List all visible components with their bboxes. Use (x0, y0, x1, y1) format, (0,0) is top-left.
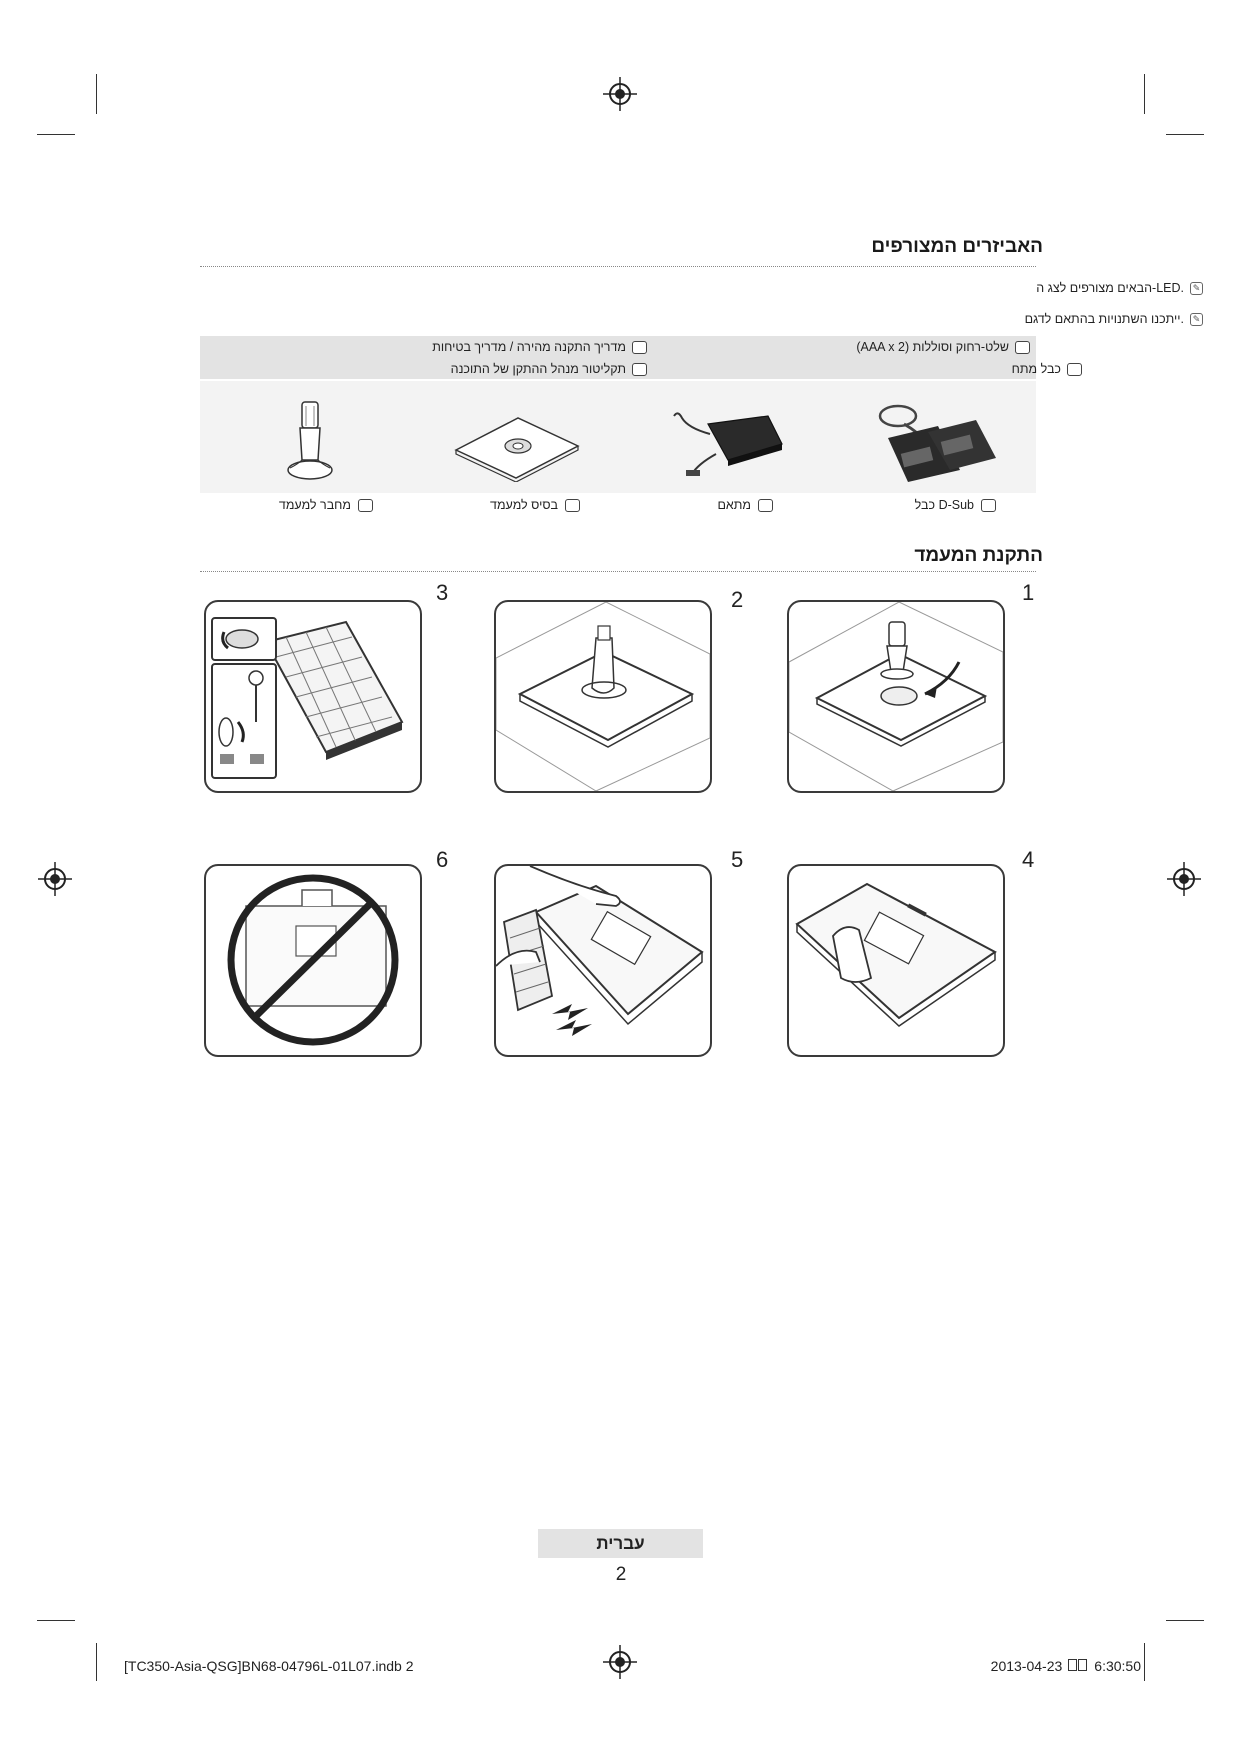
print-timestamp (991, 1658, 1141, 1674)
file-info: [TC350-Asia-QSG]BN68-04796L-01L07.indb 2 (124, 1658, 414, 1674)
accessory-item (856, 340, 1030, 354)
note-item (1025, 312, 1203, 326)
crop-mark (96, 1643, 97, 1681)
accessory-item (451, 362, 647, 376)
crop-mark (37, 134, 75, 135)
step-number: 2 (731, 587, 744, 612)
accessory-caption (717, 498, 773, 512)
checkbox-icon (1067, 363, 1082, 376)
step-4-illustration (787, 864, 1005, 1057)
caption-text: מתאם (717, 498, 751, 512)
registration-mark-icon (603, 77, 637, 111)
print-time: 6:30:50 (1094, 1658, 1141, 1674)
registration-mark-icon (603, 1645, 637, 1679)
caption-text: D-Sub כבל (914, 498, 974, 512)
note-text: .ייתכנו השתנויות בהתאם לדגם (1024, 312, 1184, 326)
step-number: 3 (436, 580, 449, 605)
accessory-caption (490, 498, 580, 512)
stand-connector-icon (280, 398, 340, 488)
crop-mark (96, 74, 97, 114)
crop-mark (1144, 74, 1145, 114)
stand-base-icon (452, 412, 582, 482)
step-number: 6 (436, 847, 449, 872)
step-5-illustration (494, 864, 712, 1057)
step-3-illustration (204, 600, 422, 793)
step-number: 1 (1022, 580, 1035, 605)
installation-title: התקנת המעמד (914, 545, 1043, 566)
checkbox-icon (758, 499, 773, 512)
checkbox-icon (981, 499, 996, 512)
accessory-label: כבל מתח (1011, 362, 1061, 376)
adapter-icon (668, 404, 788, 484)
accessory-caption (279, 498, 373, 512)
crop-mark (1166, 134, 1204, 135)
step-number: 4 (1022, 847, 1035, 872)
registration-mark-icon (38, 862, 72, 896)
crop-mark (37, 1620, 75, 1621)
checkbox-icon (565, 499, 580, 512)
step-6-illustration (204, 864, 422, 1057)
accessory-label: תקליטור מנהל ההתקן של התוכנה (450, 362, 626, 376)
caption-text: בסיס למעמד (490, 498, 558, 512)
step-number: 5 (731, 847, 744, 872)
checkbox-icon (1015, 341, 1030, 354)
accessory-label: שלט-רחוק וסוללות (AAA x 2) (856, 340, 1009, 354)
step-2-illustration (494, 600, 712, 793)
accessory-item (1012, 362, 1082, 376)
accessories-title: האביזרים המצורפים (871, 236, 1043, 257)
step-1-illustration (787, 600, 1005, 793)
note-icon: ✎ (1190, 282, 1203, 295)
divider (200, 266, 1036, 267)
accessory-label: מדריך התקנה מהירה / מדריך בטיחות (432, 340, 626, 354)
caption-text: מחבר למעמד (278, 498, 351, 512)
divider (200, 571, 1036, 572)
note-icon: ✎ (1190, 313, 1203, 326)
accessory-item (432, 340, 647, 354)
language-label: עברית (538, 1529, 703, 1558)
checkbox-icon (632, 341, 647, 354)
checkbox-icon (358, 499, 373, 512)
print-date: 2013-04-23 (990, 1658, 1063, 1674)
checkbox-icon (632, 363, 647, 376)
dsub-cable-icon (868, 398, 1003, 488)
note-item (1036, 281, 1203, 295)
page-number: 2 (615, 1564, 627, 1585)
registration-mark-icon (1167, 862, 1201, 896)
crop-mark (1166, 1620, 1204, 1621)
missing-glyph-icon (1068, 1658, 1088, 1674)
crop-mark (1144, 1643, 1145, 1681)
accessory-caption (915, 498, 996, 512)
note-text: .LED-הבאים מצורפים לצג ה (1036, 281, 1184, 295)
